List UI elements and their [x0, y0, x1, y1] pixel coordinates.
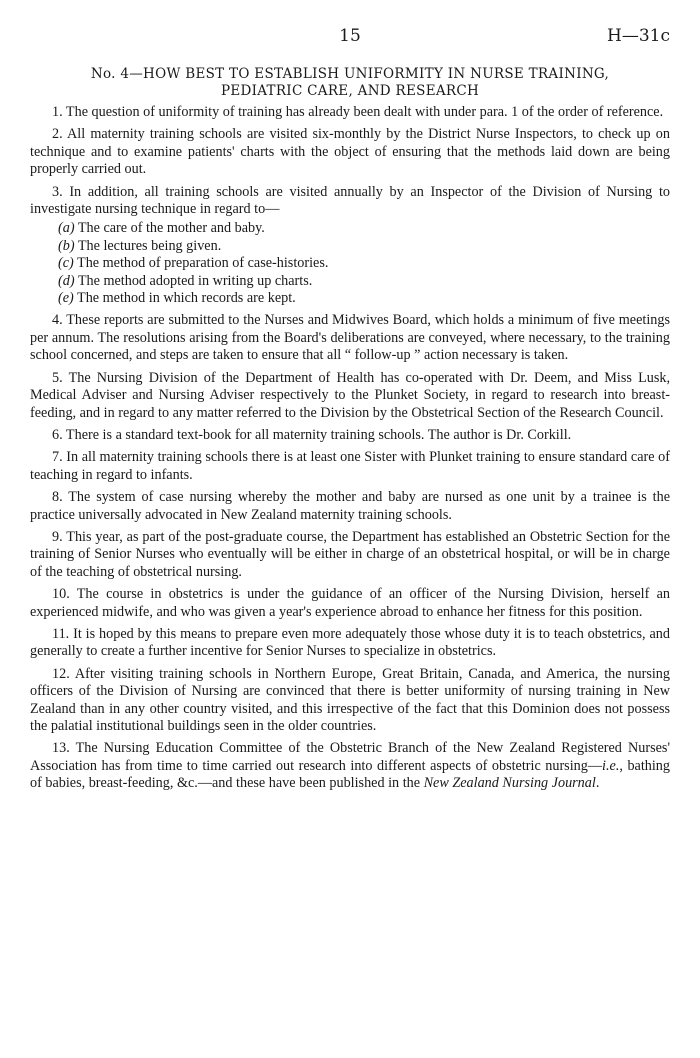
paragraph-1: 1. The question of uniformity of training has already been dealt with under para. 1 of the order of reference.	[52, 104, 664, 120]
paragraph-10: 10. The course in obstetrics is under the guidance of an officer of the Nursing Division, herself an experienced midwife, and who was given a year's experience abroad to enhance her fitness for this position.	[30, 586, 670, 620]
document-reference: H—31c	[607, 26, 670, 46]
paragraph-13-ie: i.e.	[602, 757, 620, 774]
paragraph-2: 2. All maternity training schools are visited six-monthly by the District Nurse Inspectors, to check up on technique and to examine patients' charts with the object of ensuring that the methods laid down are being properly carried out.	[30, 126, 670, 178]
inspection-list	[58, 220, 670, 307]
list-item-label: (a)	[58, 220, 75, 237]
page-number: 15	[339, 26, 361, 46]
paragraph-11: 11. It is hoped by this means to prepare even more adequately those whose duty it is to teach obstetrics, and generally to create a further incentive for Senior Nurses to specialize in obstetrics.	[30, 625, 670, 660]
list-item	[58, 255, 670, 272]
heading-line-1: No. 4—HOW BEST TO ESTABLISH UNIFORMITY IN NURSE TRAINING,	[90, 66, 610, 82]
list-item-text: The care of the mother and baby.	[77, 220, 265, 237]
list-item-label: (e)	[58, 290, 74, 307]
document-page	[30, 26, 670, 793]
paragraph-3: 3. In addition, all training schools are visited annually by an Inspector of the Division of Nursing to investigate nursing technique in regard to—	[30, 183, 670, 218]
section-heading	[30, 66, 670, 100]
paragraph-13	[30, 740, 670, 792]
list-item-label: (b)	[58, 237, 75, 254]
list-item-label: (d)	[58, 272, 75, 289]
list-item-label: (c)	[58, 255, 74, 272]
paragraph-13-text-a: 13. The Nursing Education Committee of the Obstetric Branch of the New Zealand Registered Nurses' Association has from time to time carried out research into different aspects of obstetric nursing—	[30, 740, 670, 774]
paragraph-5: 5. The Nursing Division of the Department of Health has co-operated with Dr. Deem, and Miss Lusk, Medical Adviser and Nursing Adviser respectively to the Plunket Society, in regard to research into breast-feeding, and in regard to any matter referred to the Division by the Obstetrical Section of the Research Council.	[30, 369, 670, 421]
list-item	[58, 290, 670, 307]
list-item	[58, 238, 670, 255]
list-item-text: The lectures being given.	[77, 237, 222, 254]
paragraph-8: 8. The system of case nursing whereby the mother and baby are nursed as one unit by a trainee is the practice universally advocated in New Zealand maternity training schools.	[30, 489, 670, 523]
heading-line-2: PEDIATRIC CARE, AND RESEARCH	[220, 83, 480, 99]
paragraph-7: 7. In all maternity training schools there is at least one Sister with Plunket training to ensure standard care of teaching in regard to infants.	[30, 449, 670, 483]
paragraph-4: 4. These reports are submitted to the Nurses and Midwives Board, which holds a minimum of five meetings per annum. The resolutions arising from the Board's deliberations are conveyed, where necessary, to the training school concerned, and steps are taken to ensure that all “ follow-up ” action necessary is taken.	[30, 312, 670, 364]
page-header	[30, 26, 670, 50]
list-item-text: The method adopted in writing up charts.	[77, 272, 313, 289]
list-item	[58, 220, 670, 237]
paragraph-6: 6. There is a standard text-book for all maternity training schools. The author is Dr. Corkill.	[52, 426, 572, 443]
list-item-text: The method in which records are kept.	[77, 290, 296, 307]
paragraph-12: 12. After visiting training schools in Northern Europe, Great Britain, Canada, and America, the nursing officers of the Division of Nursing are convinced that there is better uniformity of nursing training in New Zealand than in any other country visited, and this irrespective of the fact that this Dominion does not possess the palatial institutional buildings seen in the older countries.	[30, 665, 670, 734]
list-item-text: The method of preparation of case-histories.	[77, 255, 329, 272]
journal-title: New Zealand Nursing Journal	[423, 775, 596, 792]
list-item	[58, 273, 670, 290]
paragraph-13-text-b: , bathing of babies, breast-feeding, &c.—and these have been published in the	[30, 757, 670, 792]
paragraph-9: 9. This year, as part of the post-graduate course, the Department has established an Obstetric Section for the training of Senior Nurses who eventually will be either in charge of an obstetrical hospital, or will be in charge of the teaching of obstetrical nursing.	[30, 528, 670, 580]
paragraph-13-text-c: .	[595, 775, 600, 792]
